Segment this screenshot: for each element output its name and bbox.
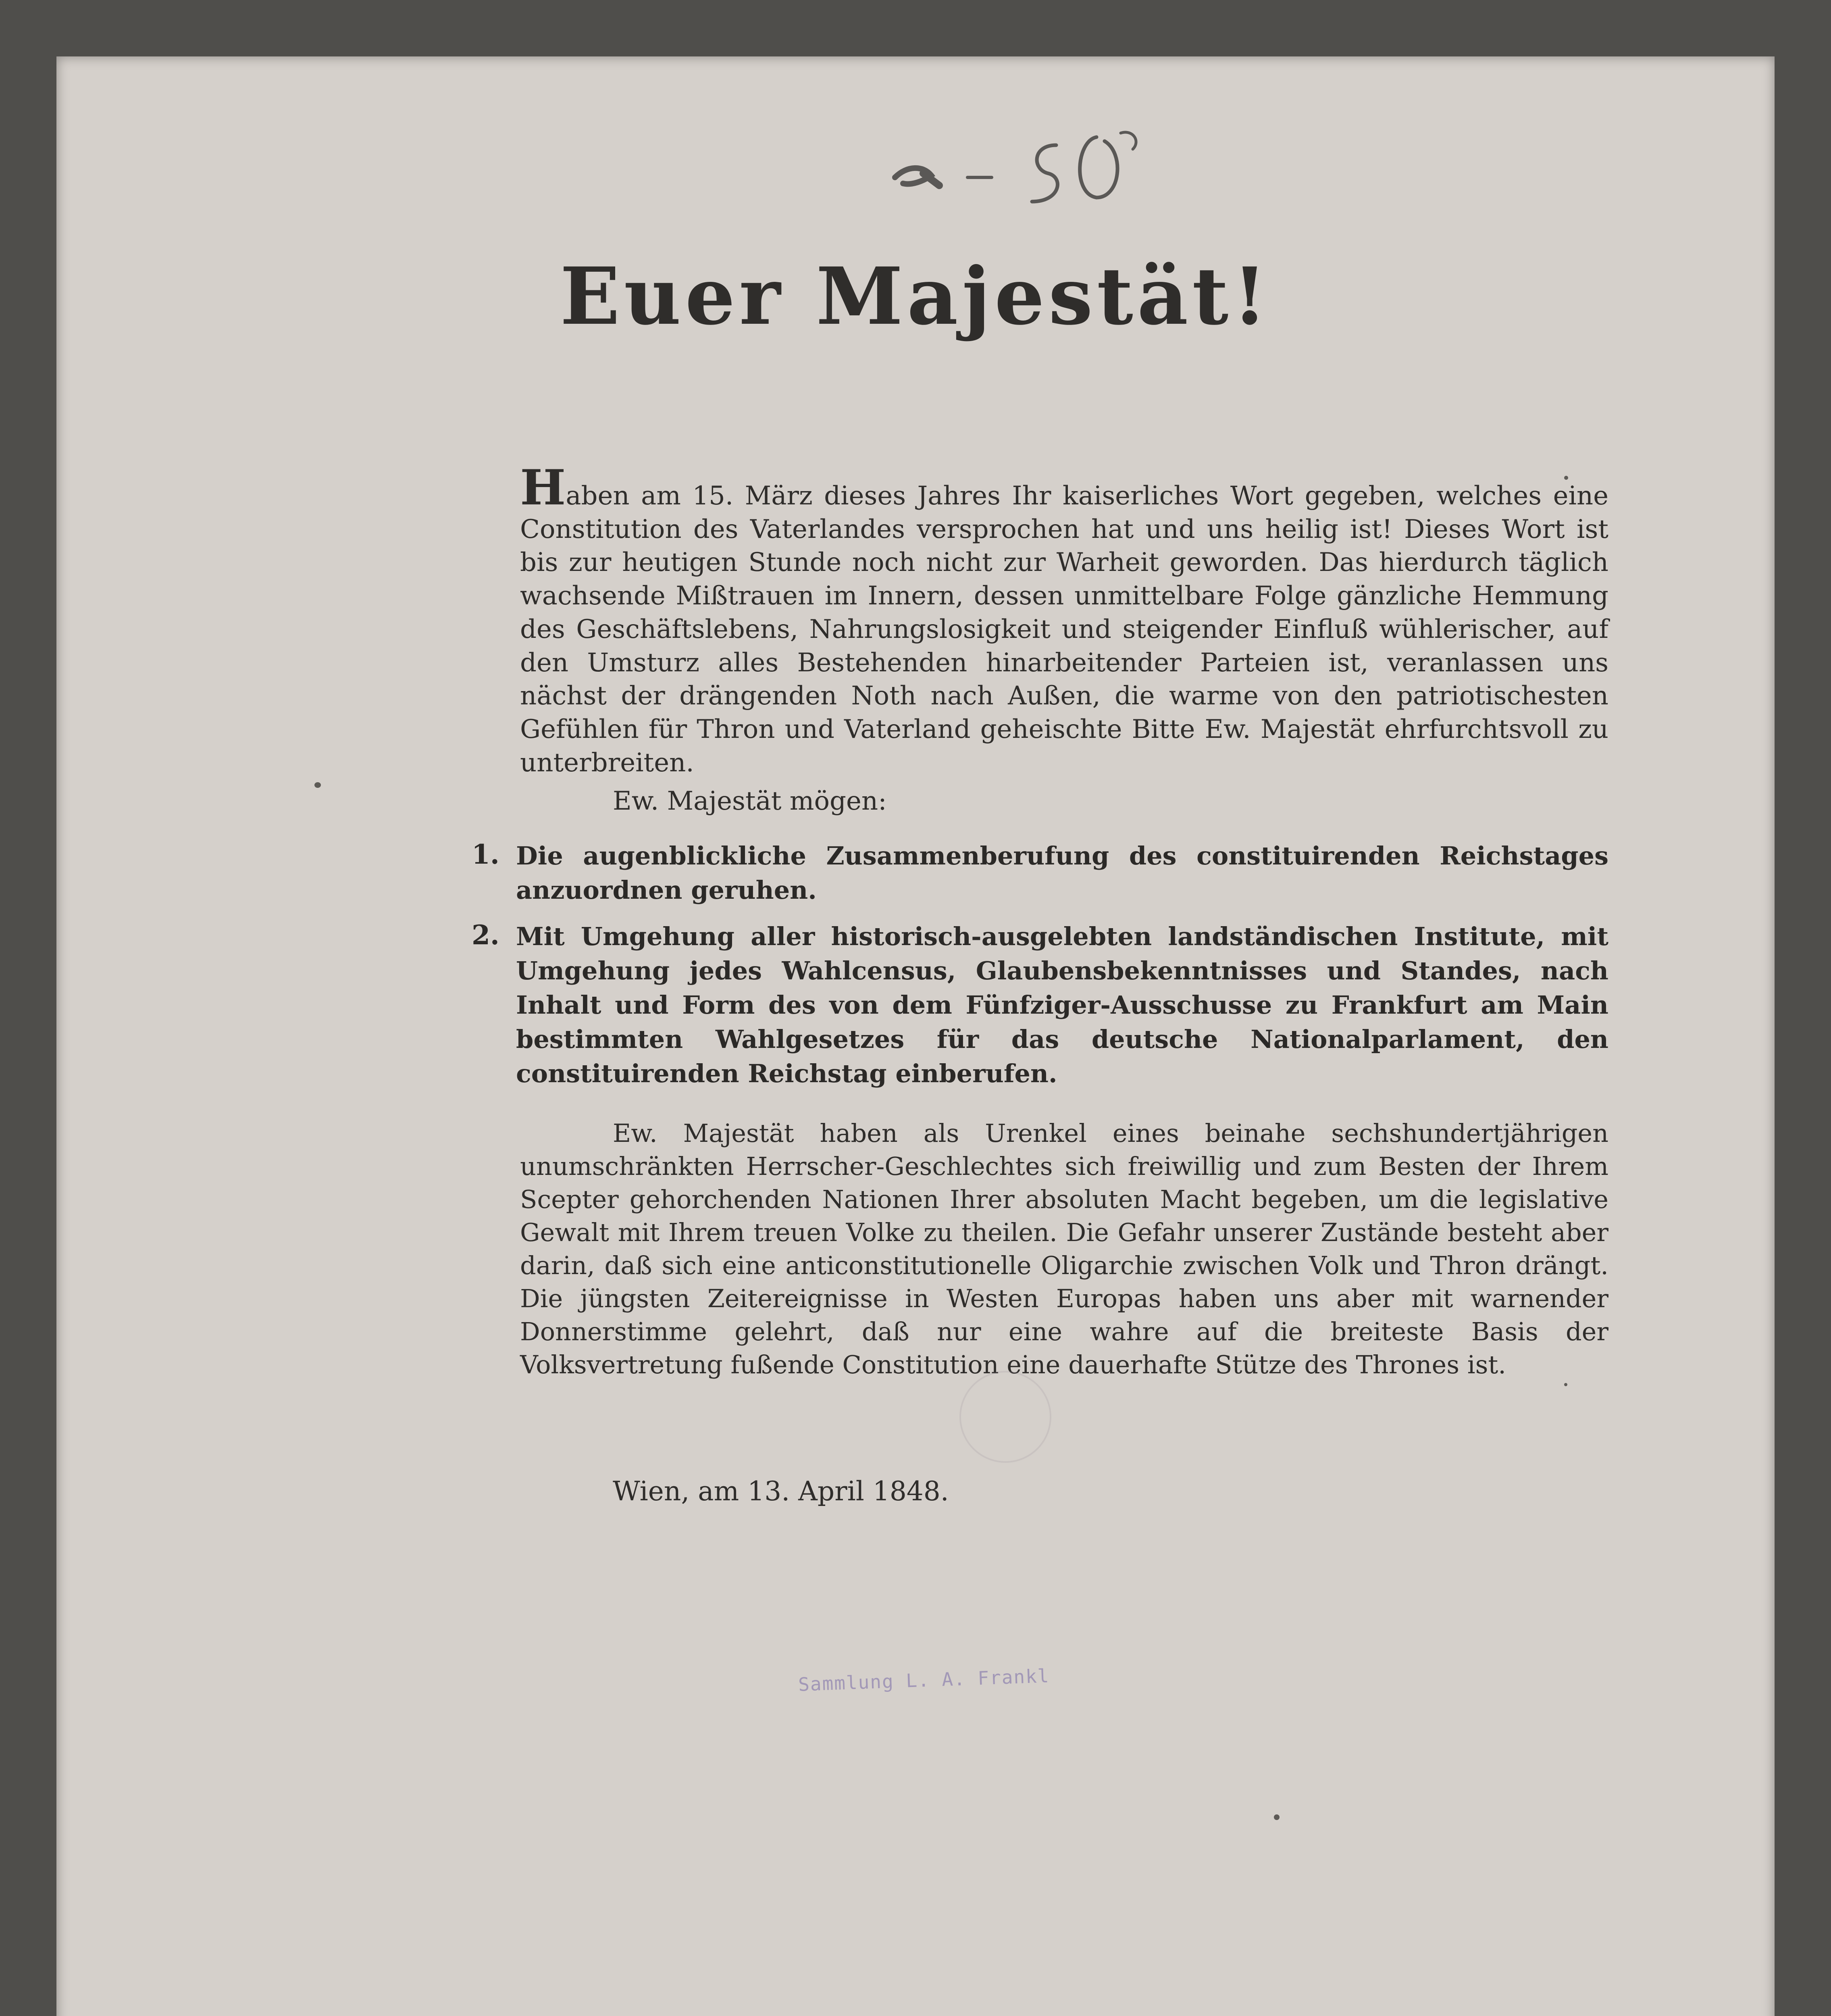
handwritten-note-glyphs — [879, 105, 1201, 226]
intro-text: aben am 15. März dieses Jahres Ihr kaiserliches Wort gegeben, welches eine Constitution des Vaterlandes versprochen hat und uns heilig ist! Dieses Wort ist bis zur heutigen Stunde noch nicht zur Warheit geworden. Das hierdurch täglich wachsende Mißtrauen im Innern, dessen unmittelbare Folge gänzliche Hemmung des Geschäftslebens, Nahrungslosigkeit und steigender Einfluß wühlerischer, auf den Umsturz alles Bestehenden hinarbeitender Parteien ist, veranlassen uns nächst der drängenden Noth nach Außen, die warme von den patriotischesten Gefühlen für Thron und Vaterland geheischte Bitte Ew. Majestät ehrfurchtsvoll zu unterbreiten. — [520, 481, 1608, 778]
salutation: Ew. Majestät mögen: — [613, 786, 887, 816]
collection-stamp: Sammlung L. A. Frankl — [798, 1665, 1050, 1695]
request-item-1 — [472, 839, 1608, 907]
place-date: Wien, am 13. April 1848. — [613, 1476, 949, 1507]
request-item-2-number: 2. — [472, 919, 499, 951]
intro-dropcap: H — [520, 459, 566, 516]
handwritten-note — [879, 105, 1201, 226]
request-item-1-number: 1. — [472, 839, 499, 870]
paper-speck — [314, 782, 321, 788]
closing-paragraph — [520, 1117, 1608, 1381]
request-item-2-text: Mit Umgehung aller historisch-ausgelebten landständischen Institute, mit Umgehung jedes Wahlcensus, Glaubensbekenntnisses und Standes, nach Inhalt und Form des von dem Fünfziger-Ausschusse zu Frankfurt am Main bestimmten Wahlgesetzes für das deutsche Nationalparlament, den constituirenden Reichstag einberufen. — [516, 922, 1608, 1088]
paper-speck — [1564, 476, 1568, 480]
request-item-2 — [472, 919, 1608, 1091]
request-item-1-text: Die augenblickliche Zusammenberufung des constituirenden Reichstages anzuordnen geruhen. — [516, 841, 1608, 905]
paper-speck — [1564, 1383, 1567, 1386]
paper-speck — [1274, 1814, 1280, 1820]
intro-paragraph — [520, 459, 1608, 779]
closing-paragraph-text: Ew. Majestät haben als Urenkel eines beinahe sechshundertjährigen unumschränkten Herrscher-Geschlechtes sich freiwillig und zum Besten der Ihrem Scepter gehorchenden Nationen Ihrer absoluten Macht begeben, um die legislative Gewalt mit Ihrem treuen Volke zu theilen. Die Gefahr unserer Zustände besteht aber darin, daß sich eine anticonstitutionelle Oligarchie zwischen Volk und Thron drängt. Die jüngsten Zeitereignisse in Westen Europas haben uns aber mit warnender Donnerstimme gelehrt, daß nur eine wahre auf die breiteste Basis der Volksvertretung fußende Constitution eine dauerhafte Stütze des Thrones ist. — [520, 1118, 1608, 1379]
document-title: Euer Majestät! — [560, 250, 1271, 342]
faded-seal-mark — [959, 1371, 1051, 1463]
paper-sheet — [56, 56, 1775, 2016]
